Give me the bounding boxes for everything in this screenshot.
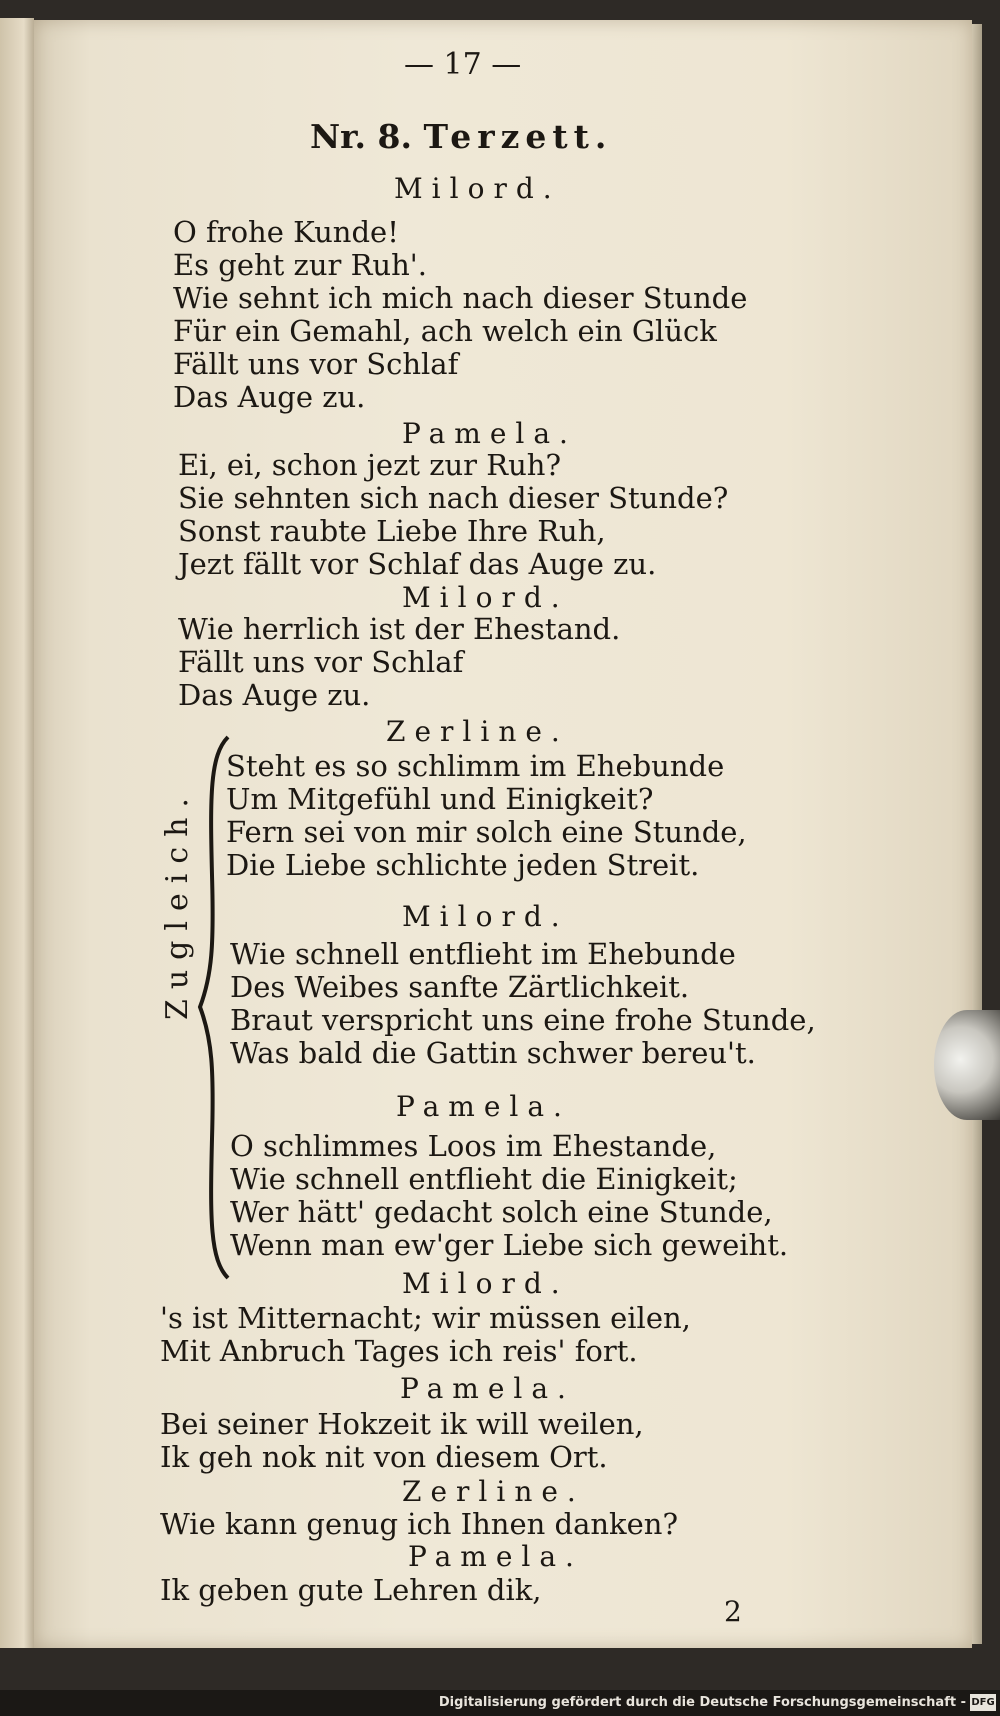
verse-line: Das Auge zu.	[173, 380, 366, 414]
verse-line: Braut verspricht uns eine frohe Stunde,	[230, 1003, 816, 1037]
page-stack-edge	[972, 24, 982, 1644]
verse-line: Ik geh nok nit von diesem Ort.	[160, 1440, 608, 1474]
speaker-name: Pamela.	[400, 1372, 575, 1405]
speaker-name: Zerline.	[402, 1475, 585, 1508]
verse-line: Bei seiner Hokzeit ik will weilen,	[160, 1407, 644, 1441]
verse-line: Steht es so schlimm im Ehebunde	[226, 749, 725, 783]
title-prefix: Nr. 8.	[310, 117, 412, 156]
verse-line: Fällt uns vor Schlaf	[173, 347, 459, 381]
verse-line: O schlimmes Loos im Ehestande,	[230, 1129, 717, 1163]
speaker-name: Milord.	[394, 172, 561, 205]
speaker-name: Pamela.	[402, 417, 577, 450]
signature-mark: 2	[724, 1595, 742, 1628]
verse-line: Wie schnell entflieht die Einigkeit;	[230, 1162, 738, 1196]
verse-line: Wie herrlich ist der Ehestand.	[178, 612, 621, 646]
title-text: Terzett.	[423, 117, 613, 156]
verse-line: Fällt uns vor Schlaf	[178, 645, 464, 679]
verse-line: Wie schnell entflieht im Ehebunde	[230, 937, 736, 971]
dfg-logo: DFG	[970, 1694, 996, 1711]
speaker-name: Pamela.	[408, 1540, 583, 1573]
verse-line: Jezt fällt vor Schlaf das Auge zu.	[178, 547, 657, 581]
verse-line: Wer hätt' gedacht solch eine Stunde,	[230, 1195, 773, 1229]
verse-line: Für ein Gemahl, ach welch ein Glück	[173, 314, 717, 348]
zugleich-label: Zugleich.	[160, 788, 195, 1020]
verse-line: Es geht zur Ruh'.	[173, 248, 427, 282]
verse-line: Die Liebe schlichte jeden Streit.	[226, 848, 700, 882]
verse-line: Wie sehnt ich mich nach dieser Stunde	[173, 281, 748, 315]
verse-line: Das Auge zu.	[178, 678, 371, 712]
verse-line: Um Mitgefühl und Einigkeit?	[226, 782, 654, 816]
page-number: — 17 —	[404, 47, 522, 82]
page-title	[310, 117, 613, 156]
footer-credit: Digitalisierung gefördert durch die Deutsche Forschungsgemeinschaft -	[438, 1695, 966, 1710]
verse-line: Fern sei von mir solch eine Stunde,	[226, 815, 747, 849]
speaker-name: Milord.	[402, 1267, 569, 1300]
speaker-name: Milord.	[402, 900, 569, 933]
speaker-name: Pamela.	[396, 1090, 571, 1123]
verse-line: Sonst raubte Liebe Ihre Ruh,	[178, 514, 606, 548]
verse-line: Des Weibes sanfte Zärtlichkeit.	[230, 970, 690, 1004]
verse-line: Was bald die Gattin schwer bereu't.	[230, 1036, 756, 1070]
verse-line: 's ist Mitternacht; wir müssen eilen,	[160, 1301, 691, 1335]
verse-line: Wenn man ew'ger Liebe sich geweiht.	[230, 1228, 789, 1262]
verse-line: Mit Anbruch Tages ich reis' fort.	[160, 1334, 638, 1368]
verse-line: Sie sehnten sich nach dieser Stunde?	[178, 481, 729, 515]
footer-bar	[0, 1690, 1000, 1716]
speaker-name: Milord.	[402, 581, 569, 614]
speaker-name: Zerline.	[386, 715, 569, 748]
facing-page-edge	[0, 18, 34, 1648]
verse-line: Ei, ei, schon jezt zur Ruh?	[178, 448, 561, 482]
page-clip	[934, 1010, 1000, 1120]
verse-line: O frohe Kunde!	[173, 215, 399, 249]
verse-line: Wie kann genug ich Ihnen danken?	[160, 1507, 679, 1541]
verse-line: Ik geben gute Lehren dik,	[160, 1573, 542, 1607]
